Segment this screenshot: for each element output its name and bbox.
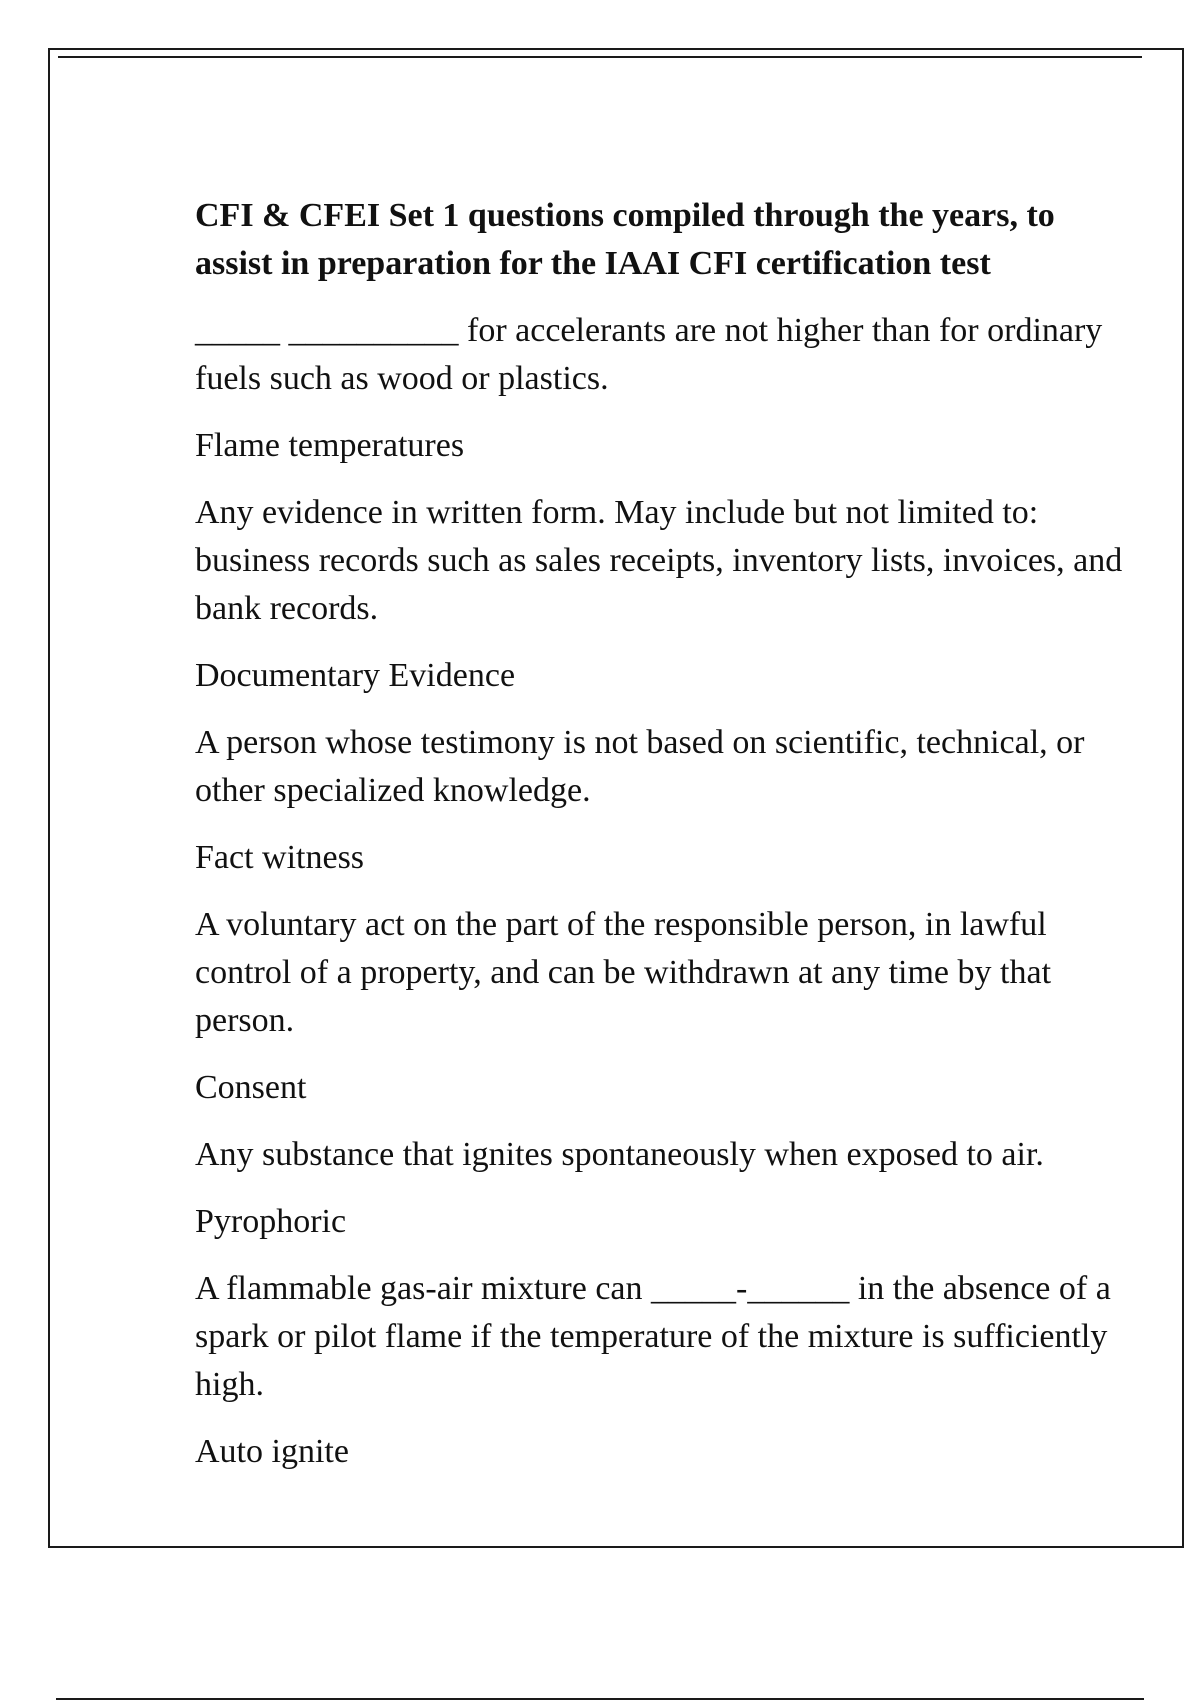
question-text: Any substance that ignites spontaneously when exposed to air. [195,1136,1044,1173]
answer-text: Consent [195,1069,307,1106]
answer-text: Fact witness [195,839,365,876]
answer-text: Documentary Evidence [195,657,516,694]
question-text: A person whose testimony is not based on scientific, technical, or other specialized knowledge. [195,724,1085,809]
answer-text: Flame temperatures [195,427,465,464]
document-body [195,192,1130,1495]
question-text: _____ __________ for accelerants are not higher than for ordinary fuels such as wood or plastics. [195,312,1103,397]
question-text: Any evidence in written form. May include but not limited to: business records such as sales receipts, inventory lists, invoices, and bank records. [195,494,1123,627]
document-title: CFI & CFEI Set 1 questions compiled through the years, to assist in preparation for the IAAI CFI certification test [195,197,1055,282]
question-text: A voluntary act on the part of the responsible person, in lawful control of a property, and can be withdrawn at any time by that person. [195,906,1052,1039]
answer-text: Pyrophoric [195,1203,347,1240]
answer-text: Auto ignite [195,1433,349,1470]
page-frame [48,48,1184,1548]
top-rule [58,56,1142,58]
question-text: A flammable gas-air mixture can _____-______ in the absence of a spark or pilot flame if the temperature of the mixture is sufficiently high. [195,1270,1111,1403]
